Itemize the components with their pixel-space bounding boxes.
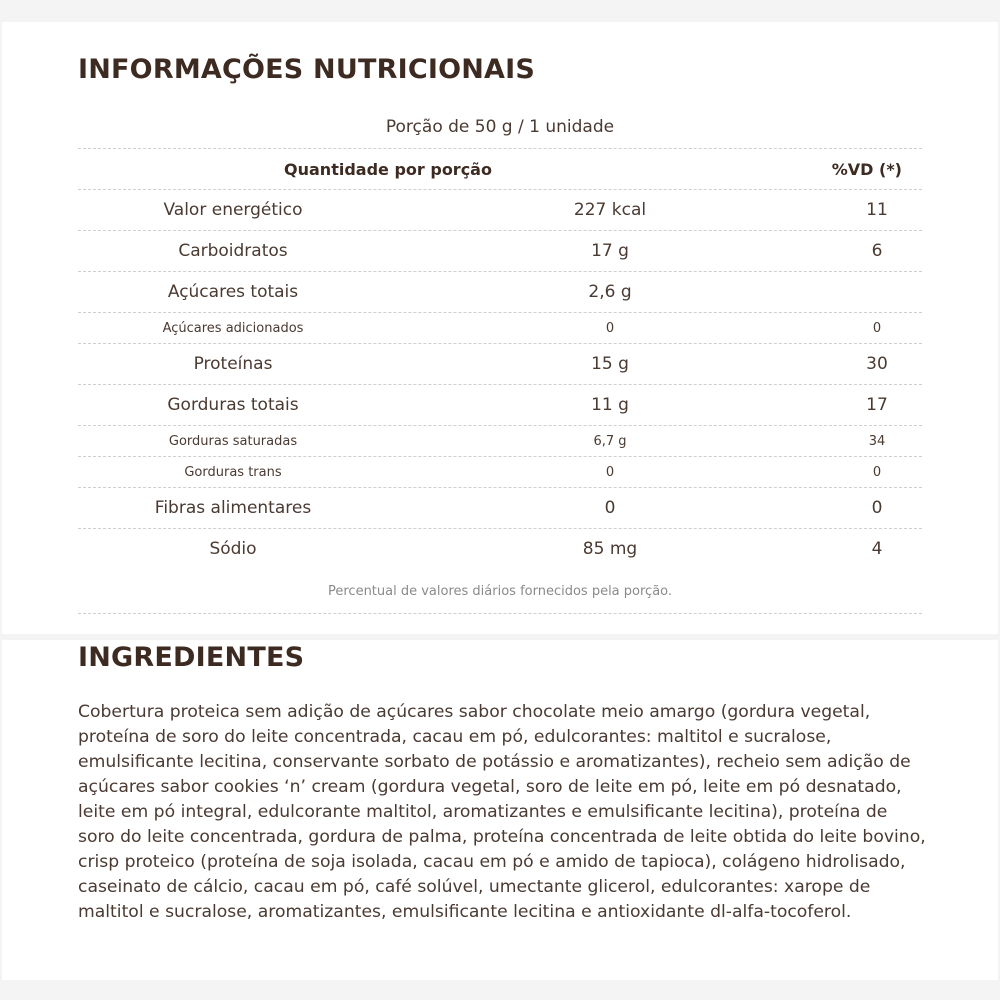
nutrient-amount: 2,6 g — [588, 282, 632, 302]
nutrient-vd: 30 — [866, 354, 888, 374]
table-row — [78, 425, 922, 456]
nutrient-amount: 11 g — [591, 395, 629, 415]
nutrient-amount: 15 g — [591, 354, 629, 374]
table-row — [78, 487, 922, 528]
portion-size: Porção de 50 g / 1 unidade — [385, 117, 615, 137]
ingredients-title: INGREDIENTES — [78, 642, 305, 673]
nutrient-name: Sódio — [209, 539, 257, 559]
header-vd: %VD (*) — [831, 159, 902, 179]
nutrient-amount: 0 — [605, 464, 615, 480]
nutrient-name: Carboidratos — [178, 241, 288, 261]
table-row — [78, 343, 922, 384]
table-footnote: Percentual de valores diários fornecidos pela porção. — [78, 569, 922, 614]
nutrient-amount: 6,7 g — [593, 433, 627, 449]
nutrient-name: Açúcares adicionados — [162, 320, 304, 336]
nutrient-vd: 17 — [866, 395, 888, 415]
nutrient-vd: 0 — [871, 498, 883, 518]
nutrition-title: INFORMAÇÕES NUTRICIONAIS — [78, 54, 536, 85]
table-row — [78, 528, 922, 569]
nutrient-name: Gorduras saturadas — [168, 433, 298, 449]
nutrient-amount: 227 kcal — [573, 200, 647, 220]
table-row — [78, 230, 922, 271]
table-row — [78, 384, 922, 425]
table-row — [78, 456, 922, 487]
table-header — [78, 148, 922, 189]
nutrient-amount: 17 g — [591, 241, 629, 261]
nutrient-name: Gorduras totais — [167, 395, 299, 415]
table-row — [78, 271, 922, 312]
nutrient-name: Valor energético — [163, 200, 303, 220]
nutrient-vd: 4 — [871, 539, 883, 559]
nutrient-name: Proteínas — [193, 354, 273, 374]
table-row — [78, 189, 922, 230]
nutrient-vd: 11 — [866, 200, 888, 220]
nutrition-table — [78, 148, 922, 614]
nutrient-amount: 85 mg — [582, 539, 638, 559]
nutrient-name: Açúcares totais — [167, 282, 299, 302]
nutrient-vd: 0 — [872, 320, 882, 336]
table-row — [78, 312, 922, 343]
nutrient-vd: 34 — [868, 433, 886, 449]
header-quantity: Quantidade por porção — [284, 159, 492, 179]
nutrient-name: Fibras alimentares — [154, 498, 312, 518]
nutrient-amount: 0 — [605, 320, 615, 336]
ingredients-text: Cobertura proteica sem adição de açúcares sabor chocolate meio amargo (gordura vegetal, proteína de soro do leite concentrada, cacau em pó, edulcorantes: maltitol e sucralose, emulsificante lecitina, conservante sorbato de potássio e aromatizantes), recheio sem adição de açúcares sabor cookies ‘n’ cream (gordura vegetal, soro de leite em pó, leite em pó desnatado, leite em pó integral, edulcorante maltitol, aromatizantes e emulsificante lecitina), proteína de soro do leite concentrada, gordura de palma, proteína concentrada de leite obtida do leite bovino, crisp proteico (proteína de soja isolada, cacau em pó e amido de tapioca), colágeno hidrolisado, caseinato de cálcio, cacau em pó, café solúvel, umectante glicerol, edulcorantes: xarope de maltitol e sucralose, aromatizantes, emulsificante lecitina e antioxidante dl-alfa-tocoferol. — [78, 702, 926, 922]
nutrient-amount: 0 — [604, 498, 616, 518]
nutrient-name: Gorduras trans — [184, 464, 282, 480]
nutrient-vd: 6 — [871, 241, 883, 261]
nutrient-vd: 0 — [872, 464, 882, 480]
table-body — [78, 189, 922, 569]
